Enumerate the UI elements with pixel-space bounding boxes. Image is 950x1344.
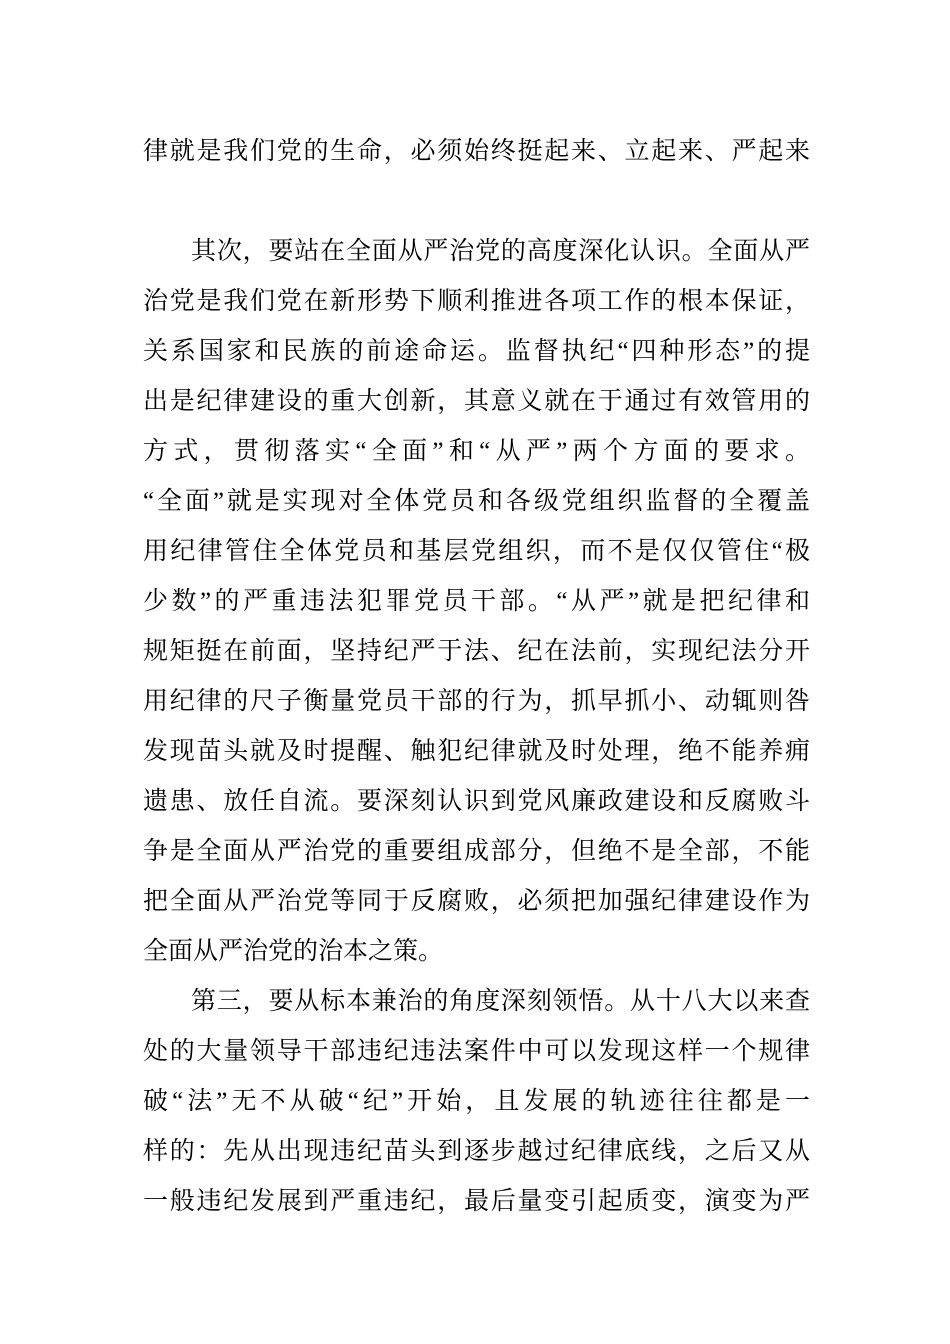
text-line: 全面从严治党的治本之策。 — [143, 938, 444, 965]
text-line: 用纪律管住全体党员和基层党组织，而不是仅仅管住“极 — [143, 538, 810, 565]
text-body — [143, 127, 810, 1227]
text-line: 规矩挺在前面，坚持纪严于法、纪在法前，实现纪法分开 — [143, 638, 810, 665]
text-line: 律就是我们党的生命，必须始终挺起来、立起来、严起来 — [143, 138, 810, 165]
text-line: 争是全面从严治党的重要组成部分，但绝不是全部，不能 — [143, 838, 810, 865]
text-line: 用纪律的尺子衡量党员干部的行为，抓早抓小、动辄则咎 — [143, 688, 810, 715]
text-line: 方式，贯彻落实“全面”和“从严”两个方面的要求。 — [143, 438, 810, 465]
text-line: 少数”的严重违法犯罪党员干部。“从严”就是把纪律和 — [143, 588, 810, 615]
text-line: 遗患、放任自流。要深刻认识到党风廉政建设和反腐败斗 — [143, 788, 810, 815]
text-line: 把全面从严治党等同于反腐败，必须把加强纪律建设作为 — [143, 888, 810, 915]
text-line: 发现苗头就及时提醒、触犯纪律就及时处理，绝不能养痈 — [143, 738, 810, 765]
text-line: 第三，要从标本兼治的角度深刻领悟。从十八大以来查 — [191, 988, 810, 1015]
text-line: 关系国家和民族的前途命运。监督执纪“四种形态”的提 — [143, 338, 810, 365]
text-line: 一般违纪发展到严重违纪，最后量变引起质变，演变为严 — [143, 1188, 810, 1215]
text-line: 处的大量领导干部违纪违法案件中可以发现这样一个规律 — [143, 1038, 810, 1065]
text-line: 出是纪律建设的重大创新，其意义就在于通过有效管用的 — [143, 388, 810, 415]
text-line: 治党是我们党在新形势下顺利推进各项工作的根本保证， — [143, 288, 810, 315]
text-line: 破“法”无不从破“纪”开始，且发展的轨迹往往都是一 — [143, 1088, 810, 1115]
text-line: 其次，要站在全面从严治党的高度深化认识。全面从严 — [191, 238, 810, 265]
text-line: “全面”就是实现对全体党员和各级党组织监督的全覆盖 — [143, 488, 810, 515]
text-line: 样的：先从出现违纪苗头到逐步越过纪律底线，之后又从 — [143, 1138, 810, 1165]
blank-line — [143, 177, 810, 227]
